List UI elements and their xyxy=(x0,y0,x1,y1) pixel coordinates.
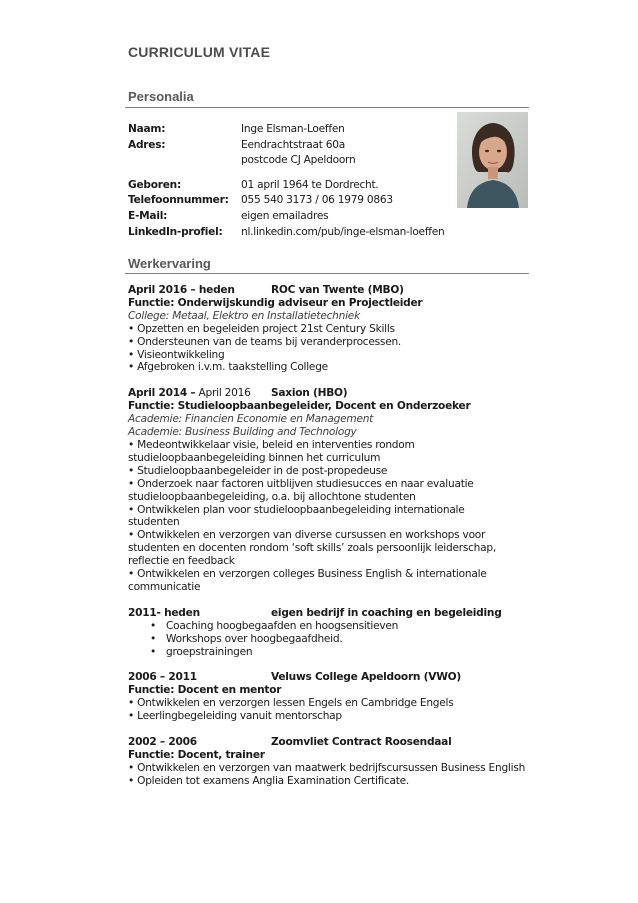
job-entry xyxy=(128,736,528,788)
detail-label: E-Mail: xyxy=(128,209,168,222)
job-bullet: • Ontwikkelen en verzorgen colleges Business English & internationale xyxy=(128,568,487,581)
work-experience xyxy=(128,284,528,801)
document-title: CURRICULUM VITAE xyxy=(128,44,271,60)
linkedin-link[interactable]: nl.linkedin.com/pub/inge-elsman-loeffen xyxy=(241,225,445,238)
job-header xyxy=(128,284,528,297)
detail-row-name xyxy=(128,122,458,138)
job-entry xyxy=(128,284,528,374)
job-bullet: • Coaching hoogbegaafden en hoogsensitieven xyxy=(150,619,399,632)
job-bullet: • Studieloopbaanbegeleider in de post-propedeuse xyxy=(128,464,388,477)
job-bullet: • Ondersteunen van de teams bij veranderprocessen. xyxy=(128,335,402,348)
job-organisation: Saxion (HBO) xyxy=(271,387,348,400)
job-period: 2002 – 2006 xyxy=(128,736,197,749)
job-header xyxy=(128,736,528,749)
job-function: Functie: Docent en mentor xyxy=(128,684,282,697)
profile-photo xyxy=(457,112,528,208)
job-period: April 2014 – April 2016 xyxy=(128,387,251,400)
job-period: 2011- heden xyxy=(128,606,200,619)
job-header xyxy=(128,387,528,400)
job-function: Functie: Docent, trainer xyxy=(128,749,265,761)
job-department: Academie: Financien Economie en Management xyxy=(128,413,374,426)
job-bullet: • Opzetten en begeleiden project 21st Century Skills xyxy=(128,322,395,335)
job-period: April 2016 – heden xyxy=(128,284,235,296)
job-bullet: studenten xyxy=(128,516,180,529)
job-bullet: studenten en docenten rondom ‘soft skills’ zoals persoonlijk leiderschap, xyxy=(128,542,496,555)
detail-value: 01 april 1964 te Dordrecht. xyxy=(241,178,379,191)
detail-row-phone xyxy=(128,193,458,209)
job-bullet: • Leerlingbegeleiding vanuit mentorschap xyxy=(128,710,342,723)
job-entry xyxy=(128,387,528,594)
job-organisation: eigen bedrijf in coaching en begeleiding xyxy=(271,606,502,619)
detail-label: LinkedIn-profiel: xyxy=(128,225,223,238)
detail-value: Eendrachtstraat 60a xyxy=(241,138,345,151)
job-bullet: studieloopbaanbegeleiding binnen het curriculum xyxy=(128,451,381,464)
detail-value: postcode CJ Apeldoorn xyxy=(241,154,356,167)
job-bullet: • Ontwikkelen en verzorgen van diverse cursussen en workshops voor xyxy=(128,529,486,542)
personal-details xyxy=(128,122,458,240)
detail-value: Inge Elsman-Loeffen xyxy=(241,123,345,135)
job-function: Functie: Studieloopbaanbegeleider, Docent en Onderzoeker xyxy=(128,400,471,413)
job-department: Academie: Business Building and Technology xyxy=(128,426,357,439)
detail-row-address xyxy=(128,138,458,154)
job-organisation: ROC van Twente (MBO) xyxy=(271,284,404,296)
detail-row-born xyxy=(128,178,458,194)
job-bullet: • Opleiden tot examens Anglia Examination Certificate. xyxy=(128,774,410,787)
job-bullet: • Afgebroken i.v.m. taakstelling College xyxy=(128,361,328,374)
detail-label: Naam: xyxy=(128,123,166,135)
job-organisation: Zoomvliet Contract Roosendaal xyxy=(271,736,452,749)
job-period: 2006 – 2011 xyxy=(128,671,197,684)
job-bullet: • Visieontwikkeling xyxy=(128,348,225,361)
job-bullet: • groepstrainingen xyxy=(150,645,253,658)
detail-value: eigen emailadres xyxy=(241,209,329,222)
job-bullet: • Ontwikkelen en verzorgen lessen Engels en Cambridge Engels xyxy=(128,697,454,710)
detail-label: Geboren: xyxy=(128,178,181,191)
section-divider xyxy=(125,107,529,108)
detail-row-postcode xyxy=(128,153,458,169)
detail-label xyxy=(128,153,241,169)
job-bullet: communicatie xyxy=(128,580,201,593)
section-heading-werkervaring: Werkervaring xyxy=(128,256,211,271)
section-divider xyxy=(125,273,529,274)
job-header xyxy=(128,671,528,684)
job-organisation: Veluws College Apeldoorn (VWO) xyxy=(271,671,461,684)
job-bullet: • Workshops over hoogbegaafdheid. xyxy=(150,632,343,645)
job-department: College: Metaal, Elektro en Installatietechniek xyxy=(128,309,360,322)
job-entry xyxy=(128,607,528,659)
detail-value: 055 540 3173 / 06 1979 0863 xyxy=(241,194,393,207)
job-bullet: studieloopbaanbegeleiding, o.a. bij allochtone studenten xyxy=(128,490,416,503)
job-header xyxy=(128,607,528,620)
detail-label: Telefoonnummer: xyxy=(128,194,229,207)
job-bullet: • Ontwikkelen en verzorgen van maatwerk bedrijfscursussen Business English xyxy=(128,761,526,774)
detail-label: Adres: xyxy=(128,138,166,151)
job-bullet: • Ontwikkelen plan voor studieloopbaanbegeleiding internationale xyxy=(128,503,465,516)
section-heading-personalia: Personalia xyxy=(128,89,194,104)
job-bullet: • Medeontwikkelaar visie, beleid en interventies rondom xyxy=(128,438,415,451)
job-bullet: reflectie en feedback xyxy=(128,555,235,568)
detail-row-linkedin xyxy=(128,225,458,241)
job-bullet: • Onderzoek naar factoren uitblijven studiesucces en naar evaluatie xyxy=(128,477,474,490)
job-function: Functie: Onderwijskundig adviseur en Projectleider xyxy=(128,296,423,309)
detail-row-email xyxy=(128,209,458,225)
job-entry xyxy=(128,671,528,723)
